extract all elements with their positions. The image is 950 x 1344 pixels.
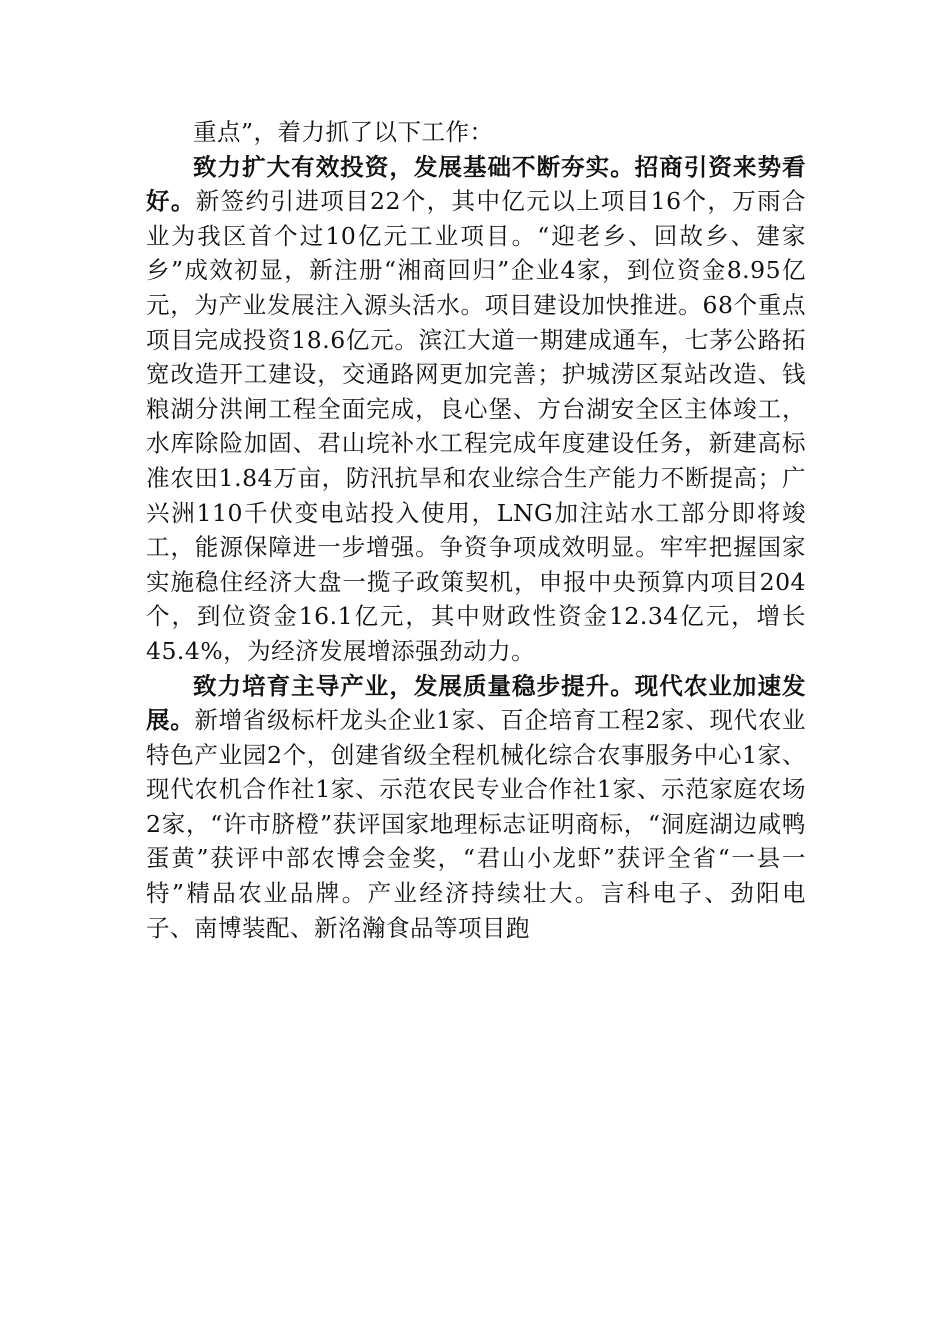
paragraph-intro-text: 重点”，着力抓了以下工作： xyxy=(193,118,494,146)
paragraph-investment-heading: 致力扩大有效投资，发展基础不断夯实。招商引资来势看好。 xyxy=(146,152,806,216)
paragraph-intro xyxy=(146,115,806,150)
paragraph-industry xyxy=(146,669,806,946)
paragraph-investment-text: 新签约引进项目22个，其中亿元以上项目16个，万雨合业为我区首个过10亿元工业项目。“迎老乡、回故乡、建家乡”成效初显，新注册“湘商回归”企业4家，到位资金8.95亿元，为产业发展注入源头活水。项目建设加快推进。68个重点项目完成投资18.6亿元。滨江大道一期建成通车，七茅公路拓宽改造开工建设，交通路网更加完善；护城涝区泵站改造、钱粮湖分洪闸工程全面完成，良心堡、方台湖安全区主体竣工，水库除险加固、君山垸补水工程完成年度建设任务，新建高标准农田1.84万亩，防汛抗旱和农业综合生产能力不断提高；广兴洲110千伏变电站投入使用，LNG加注站水工部分即将竣工，能源保障进一步增强。争资争项成效明显。牢牢把握国家实施稳住经济大盘一揽子政策契机，申报中央预算内项目204个，到位资金16.1亿元，其中财政性资金12.34亿元，增长45.4%，为经济发展增添强劲动力。 xyxy=(146,187,806,665)
paragraph-investment xyxy=(146,150,806,669)
paragraph-industry-heading: 致力培育主导产业，发展质量稳步提升。现代农业加速发展。 xyxy=(146,671,806,735)
paragraph-industry-text: 新增省级标杆龙头企业1家、百企培育工程2家、现代农业特色产业园2个，创建省级全程机械化综合农事服务中心1家、现代农机合作社1家、示范农民专业合作社1家、示范家庭农场2家，“许市脐橙”获评国家地理标志证明商标，“洞庭湖边咸鸭蛋黄”获评中部农博会金奖，“君山小龙虾”获评全省“一县一特”精品农业品牌。产业经济持续壮大。言科电子、劲阳电子、南博装配、新洺瀚食品等项目跑 xyxy=(146,706,807,942)
document-body xyxy=(146,115,806,945)
